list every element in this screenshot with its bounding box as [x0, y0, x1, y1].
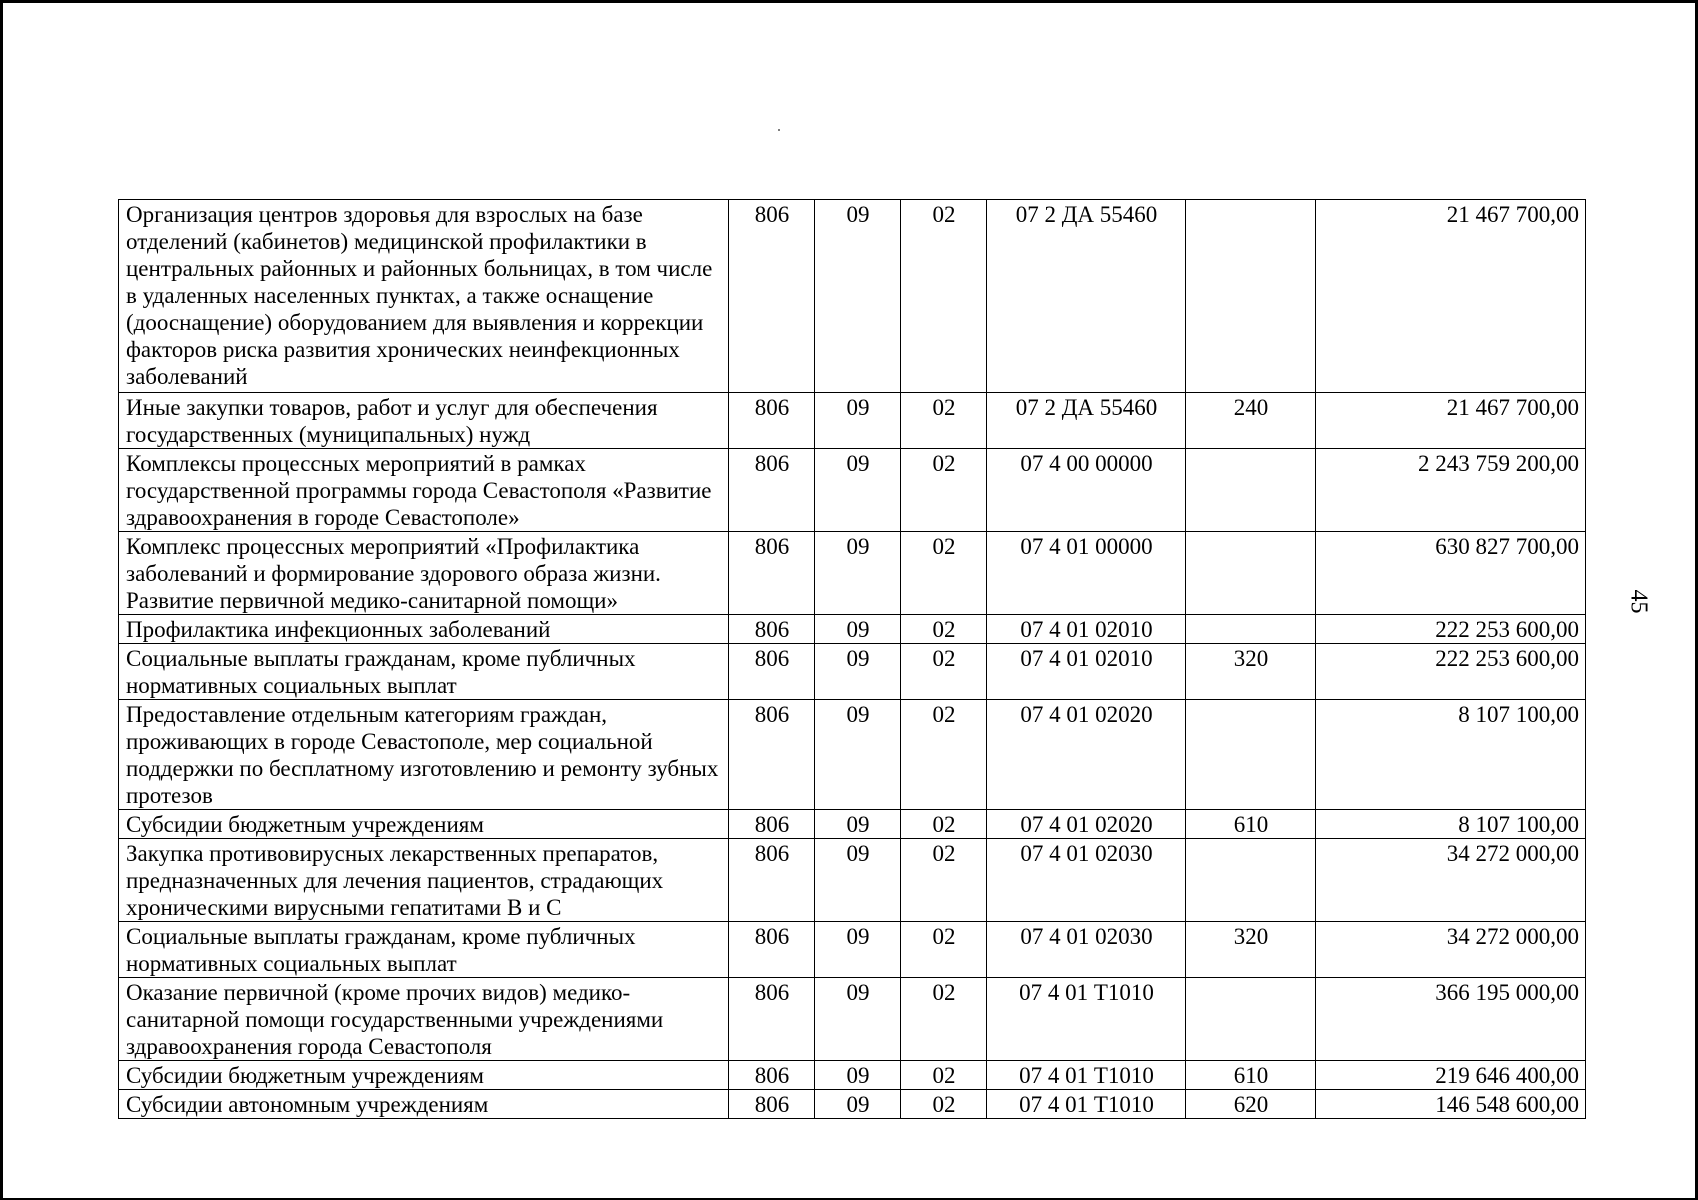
amount-cell: 630 827 700,00 [1316, 532, 1586, 615]
target-article-cell: 07 4 01 Т1010 [987, 1061, 1186, 1090]
table-row [119, 839, 1586, 922]
section-cell: 09 [815, 200, 901, 393]
table-row [119, 978, 1586, 1061]
expense-type-cell: 240 [1186, 393, 1316, 449]
row-name-cell: Социальные выплаты гражданам, кроме публичных нормативных социальных выплат [119, 922, 729, 978]
table-row [119, 532, 1586, 615]
section-cell: 09 [815, 1090, 901, 1119]
expense-type-cell: 610 [1186, 1061, 1316, 1090]
section-cell: 09 [815, 839, 901, 922]
amount-cell: 222 253 600,00 [1316, 615, 1586, 644]
row-name-cell: Оказание первичной (кроме прочих видов) медико-санитарной помощи государственными учреждениями здравоохранения города Севастополя [119, 978, 729, 1061]
ved-cell: 806 [729, 532, 815, 615]
amount-cell: 146 548 600,00 [1316, 1090, 1586, 1119]
ved-cell: 806 [729, 1090, 815, 1119]
target-article-cell: 07 4 01 02030 [987, 839, 1186, 922]
section-cell: 09 [815, 978, 901, 1061]
row-name-cell: Комплекс процессных мероприятий «Профилактика заболеваний и формирование здорового образа жизни. Развитие первичной медико-санитарной помощи» [119, 532, 729, 615]
row-name-cell: Субсидии бюджетным учреждениям [119, 1061, 729, 1090]
expense-type-cell: 610 [1186, 810, 1316, 839]
expense-type-cell [1186, 700, 1316, 810]
target-article-cell: 07 4 01 02020 [987, 700, 1186, 810]
section-cell: 09 [815, 393, 901, 449]
expense-type-cell [1186, 449, 1316, 532]
row-name-cell: Организация центров здоровья для взрослых на базе отделений (кабинетов) медицинской профилактики в центральных районных и районных больницах, в том числе в удаленных населенных пунктах, а также оснащение (дооснащение) оборудованием для выявления и коррекции факторов риска развития хронических неинфекционных заболеваний [119, 200, 729, 393]
ved-cell: 806 [729, 810, 815, 839]
expense-type-cell [1186, 839, 1316, 922]
section-cell: 09 [815, 644, 901, 700]
amount-cell: 2 243 759 200,00 [1316, 449, 1586, 532]
subsection-cell: 02 [901, 449, 987, 532]
ved-cell: 806 [729, 200, 815, 393]
ved-cell: 806 [729, 393, 815, 449]
row-name-cell: Профилактика инфекционных заболеваний [119, 615, 729, 644]
table-row [119, 810, 1586, 839]
expense-type-cell [1186, 615, 1316, 644]
amount-cell: 34 272 000,00 [1316, 922, 1586, 978]
row-name-cell: Иные закупки товаров, работ и услуг для обеспечения государственных (муниципальных) нужд [119, 393, 729, 449]
table-row [119, 1090, 1586, 1119]
table-row [119, 393, 1586, 449]
row-name-cell: Субсидии автономным учреждениям [119, 1090, 729, 1119]
amount-cell: 21 467 700,00 [1316, 200, 1586, 393]
ved-cell: 806 [729, 644, 815, 700]
target-article-cell: 07 4 01 02010 [987, 644, 1186, 700]
ved-cell: 806 [729, 615, 815, 644]
target-article-cell: 07 4 01 02030 [987, 922, 1186, 978]
subsection-cell: 02 [901, 922, 987, 978]
subsection-cell: 02 [901, 839, 987, 922]
page-number: 45 [1625, 589, 1652, 614]
budget-table [118, 199, 1586, 1119]
table-row [119, 1061, 1586, 1090]
subsection-cell: 02 [901, 615, 987, 644]
section-cell: 09 [815, 1061, 901, 1090]
table-row [119, 200, 1586, 393]
subsection-cell: 02 [901, 200, 987, 393]
scan-speck [778, 129, 780, 131]
section-cell: 09 [815, 532, 901, 615]
table-row [119, 700, 1586, 810]
table-row [119, 922, 1586, 978]
section-cell: 09 [815, 615, 901, 644]
row-name-cell: Предоставление отдельным категориям граждан, проживающих в городе Севастополе, мер социальной поддержки по бесплатному изготовлению и ремонту зубных протезов [119, 700, 729, 810]
target-article-cell: 07 4 00 00000 [987, 449, 1186, 532]
table-row [119, 615, 1586, 644]
expense-type-cell: 320 [1186, 644, 1316, 700]
expense-type-cell [1186, 200, 1316, 393]
amount-cell: 366 195 000,00 [1316, 978, 1586, 1061]
expense-type-cell: 320 [1186, 922, 1316, 978]
subsection-cell: 02 [901, 644, 987, 700]
subsection-cell: 02 [901, 700, 987, 810]
row-name-cell: Комплексы процессных мероприятий в рамках государственной программы города Севастополя «Развитие здравоохранения в городе Севастополе» [119, 449, 729, 532]
subsection-cell: 02 [901, 1061, 987, 1090]
target-article-cell: 07 2 ДА 55460 [987, 200, 1186, 393]
ved-cell: 806 [729, 449, 815, 532]
table-row [119, 644, 1586, 700]
row-name-cell: Социальные выплаты гражданам, кроме публичных нормативных социальных выплат [119, 644, 729, 700]
subsection-cell: 02 [901, 978, 987, 1061]
expense-type-cell: 620 [1186, 1090, 1316, 1119]
section-cell: 09 [815, 700, 901, 810]
amount-cell: 8 107 100,00 [1316, 810, 1586, 839]
expense-type-cell [1186, 978, 1316, 1061]
amount-cell: 8 107 100,00 [1316, 700, 1586, 810]
row-name-cell: Субсидии бюджетным учреждениям [119, 810, 729, 839]
table-row [119, 449, 1586, 532]
section-cell: 09 [815, 810, 901, 839]
target-article-cell: 07 2 ДА 55460 [987, 393, 1186, 449]
ved-cell: 806 [729, 839, 815, 922]
subsection-cell: 02 [901, 393, 987, 449]
section-cell: 09 [815, 922, 901, 978]
amount-cell: 219 646 400,00 [1316, 1061, 1586, 1090]
ved-cell: 806 [729, 978, 815, 1061]
target-article-cell: 07 4 01 02010 [987, 615, 1186, 644]
ved-cell: 806 [729, 922, 815, 978]
subsection-cell: 02 [901, 1090, 987, 1119]
target-article-cell: 07 4 01 02020 [987, 810, 1186, 839]
target-article-cell: 07 4 01 Т1010 [987, 978, 1186, 1061]
subsection-cell: 02 [901, 532, 987, 615]
section-cell: 09 [815, 449, 901, 532]
amount-cell: 222 253 600,00 [1316, 644, 1586, 700]
row-name-cell: Закупка противовирусных лекарственных препаратов, предназначенных для лечения пациентов, страдающих хроническими вирусными гепатитами В и С [119, 839, 729, 922]
amount-cell: 34 272 000,00 [1316, 839, 1586, 922]
amount-cell: 21 467 700,00 [1316, 393, 1586, 449]
subsection-cell: 02 [901, 810, 987, 839]
ved-cell: 806 [729, 700, 815, 810]
target-article-cell: 07 4 01 00000 [987, 532, 1186, 615]
ved-cell: 806 [729, 1061, 815, 1090]
target-article-cell: 07 4 01 Т1010 [987, 1090, 1186, 1119]
expense-type-cell [1186, 532, 1316, 615]
